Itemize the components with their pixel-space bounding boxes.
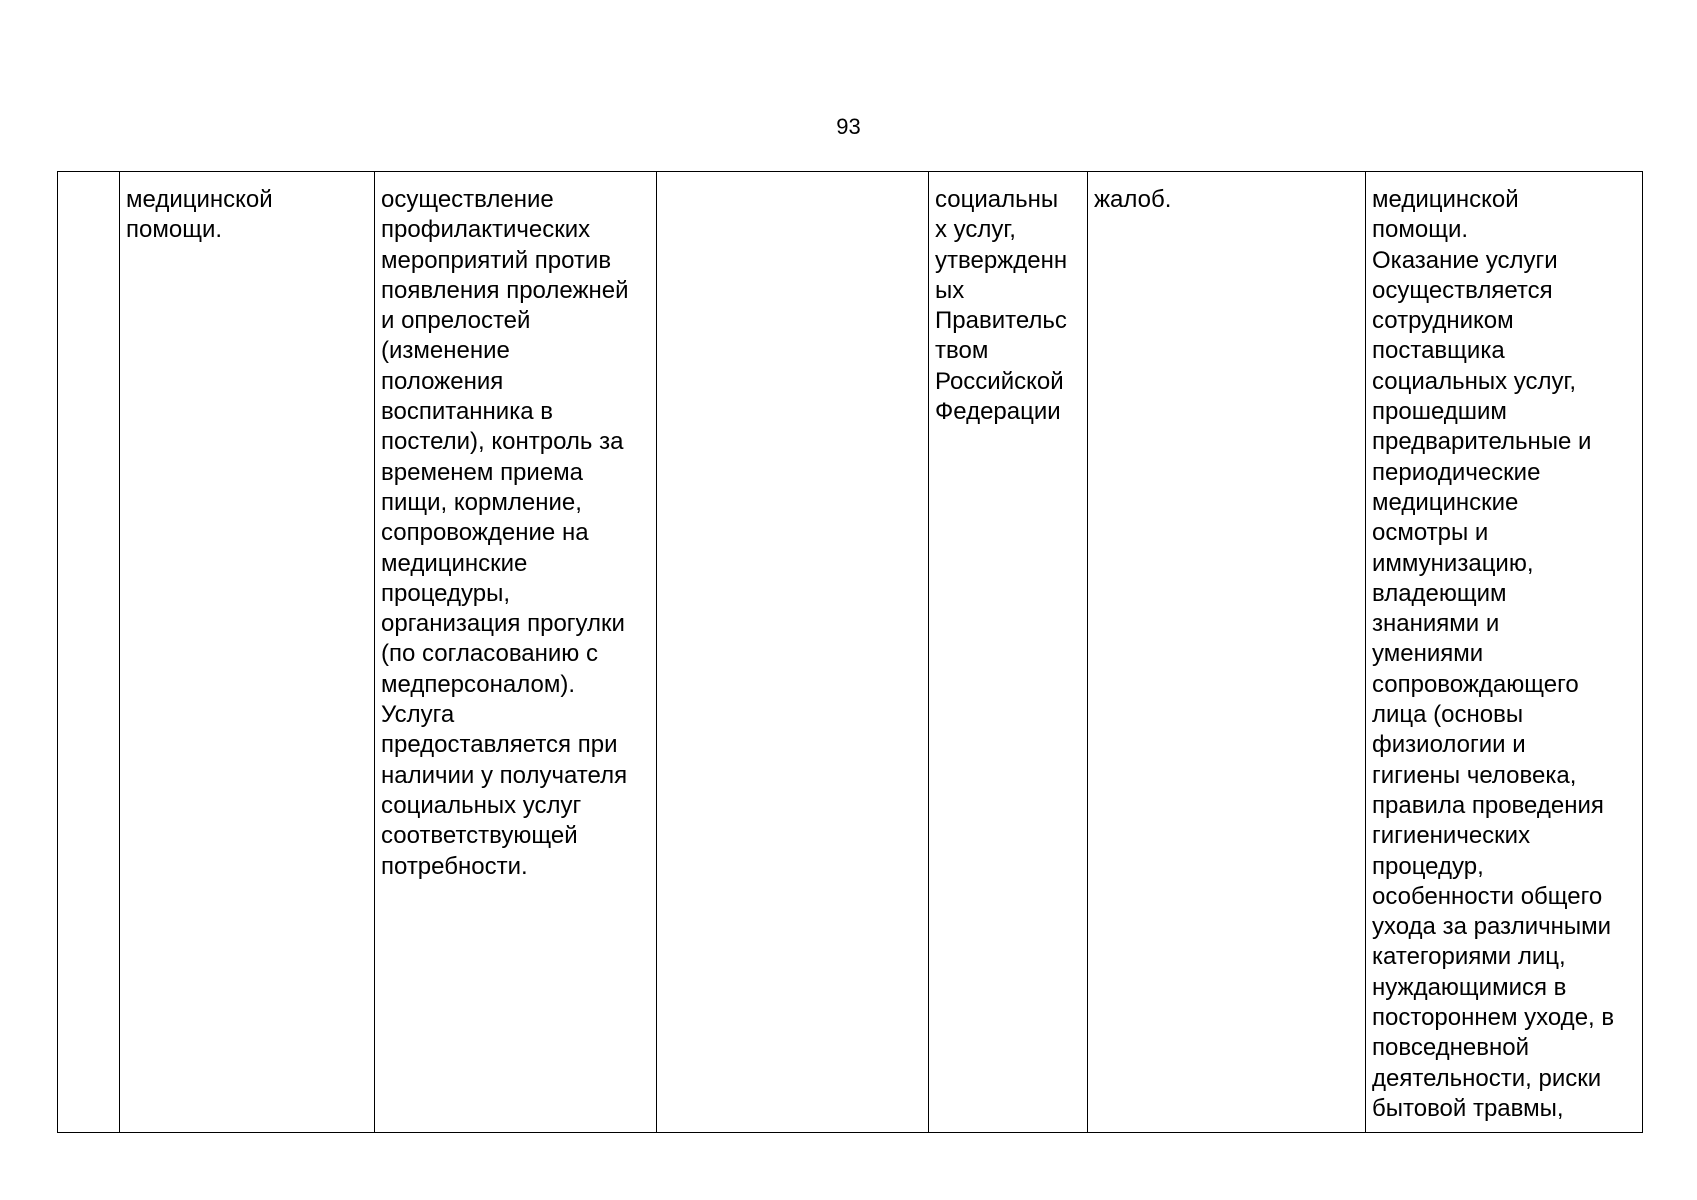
table-cell-service-name: медицинской помощи.: [120, 172, 375, 1133]
table-row: [58, 172, 1643, 1133]
table-cell-conditions: медицинской помощи. Оказание услуги осуществляется сотрудником поставщика социальных услуг, прошедшим предварительные и периодические медицинские осмотры и иммунизацию, владеющим знаниями и умениями сопровождающего лица (основы физиологии и гигиены человека, правила проведения гигиенических процедур, особенности общего ухода за различными категориями лиц, нуждающимися в постороннем уходе, в повседневной деятельности, риски бытовой травмы,: [1366, 172, 1643, 1133]
table-cell-standards: социальны х услуг, утвержденн ых Правительс твом Российской Федерации: [929, 172, 1088, 1133]
table-cell-empty: [657, 172, 929, 1133]
table-cell-number: [58, 172, 120, 1133]
table-cell-service-description: осуществление профилактических мероприятий против появления пролежней и опрелостей (изменение положения воспитанника в постели), контроль за временем приема пищи, кормление, сопровождение на медицинские процедуры, организация прогулки (по согласованию с медперсоналом). Услуга предоставляется при наличии у получателя социальных услуг соответствующей потребности.: [375, 172, 657, 1133]
table-cell-evaluation: жалоб.: [1088, 172, 1366, 1133]
page-number: 93: [836, 114, 861, 139]
services-table: [57, 171, 1643, 1133]
